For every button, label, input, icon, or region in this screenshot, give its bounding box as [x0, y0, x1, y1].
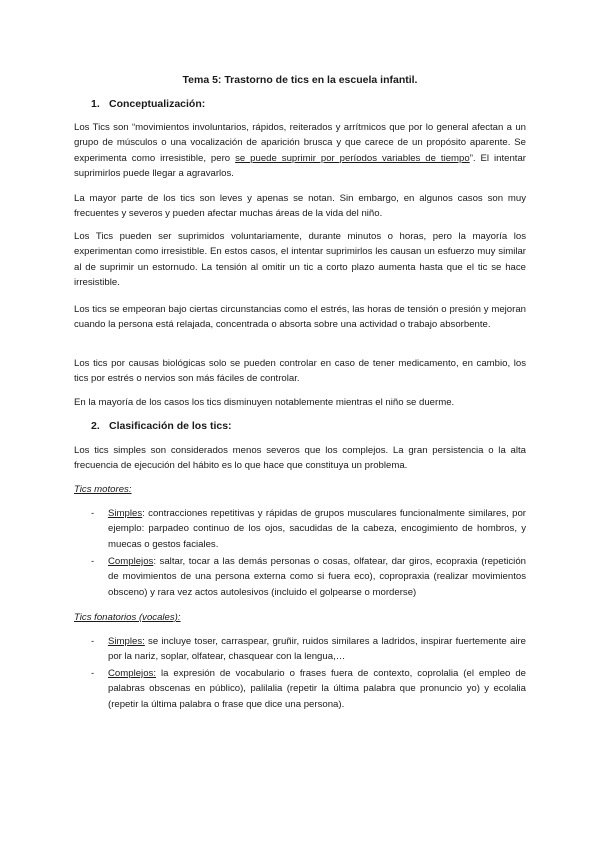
- paragraph-sleep: En la mayoría de los casos los tics disminuyen notablemente mientras el niño se duerme.: [74, 397, 455, 408]
- bullet-dash: -: [91, 556, 95, 567]
- list-item-vocal-complex: [91, 666, 526, 712]
- paragraph-control: Los tics por causas biológicas solo se pueden controlar en caso de tener medicamento, en cambio, los tics por estrés o nervios son más fáciles de controlar.: [74, 358, 526, 385]
- paragraph-severity: La mayor parte de los tics son leves y apenas se notan. Sin embargo, en algunos casos son muy frecuentes y severos y pueden afectar muchas áreas de la vida del niño.: [74, 193, 526, 220]
- section-1-number: 1.: [91, 98, 100, 110]
- paragraph-definition-end: ”. El intentar suprimirlos puede llegar a agravarlos.: [74, 152, 526, 179]
- paragraph-definition: [74, 120, 526, 181]
- section-2-number: 2.: [91, 420, 100, 432]
- vocal-tics-heading: Tics fonatorios (vocales):: [74, 612, 181, 623]
- motor-complex-label: Complejos: [108, 556, 154, 567]
- section-2-title: Clasificación de los tics:: [109, 420, 232, 432]
- list-item-motor-simple: [91, 506, 526, 552]
- vocal-simple-text: se incluye toser, carraspear, gruñir, ruidos similares a ladridos, inspirar fuertemente aire por la nariz, soplar, olfatear, chasquear con la lengua,…: [108, 636, 526, 663]
- document-title: Tema 5: Trastorno de tics en la escuela infantil.: [182, 74, 418, 86]
- section-2-heading: [91, 420, 232, 432]
- paragraph-definition-start: Los Tics son “movimientos involuntarios, rápidos, reiterados y arrítmicos que por lo general afectan a un grupo de músculos o una vocalización de aparición brusca y que carece de un propósito aparente. Se experimenta como irresistible, pero: [74, 122, 526, 164]
- bullet-dash: -: [91, 636, 95, 647]
- paragraph-classification: Los tics simples son considerados menos severos que los complejos. La gran persistencia o la alta frecuencia de ejecución del hábito es lo que hace que constituya un problema.: [74, 445, 526, 472]
- bullet-dash: -: [91, 668, 95, 679]
- motor-complex-text: : saltar, tocar a las demás personas o cosas, olfatear, dar giros, ecopraxia (repetición de movimientos de una persona externa como si fuera eco), copropraxia (realizar movimientos obsceno) y rara vez actos autolesivos (incluido el golpearse o morderse): [108, 556, 526, 598]
- motor-tics-heading: Tics motores:: [74, 484, 132, 495]
- paragraph-suppression: Los Tics pueden ser suprimidos voluntariamente, durante minutos o horas, pero la mayoría los experimentan como irresistible. En estos casos, el intentar suprimirlos les causan un esfuerzo muy similar al de suprimir un estornudo. La tensión al omitir un tic a corto plazo aumenta hasta que el tic se hace irresistible.: [74, 231, 526, 288]
- paragraph-circumstances: Los tics se empeoran bajo ciertas circunstancias como el estrés, las horas de tensión o presión y mejoran cuando la persona está relajada, concentrada o absorta sobre una actividad o trabajo absorbente.: [74, 304, 526, 331]
- list-item-motor-complex: [91, 554, 526, 600]
- bullet-dash: -: [91, 508, 95, 519]
- vocal-complex-label: Complejos:: [108, 668, 156, 679]
- list-item-vocal-simple: [91, 634, 526, 665]
- motor-simple-text: : contracciones repetitivas y rápidas de grupos musculares funcionalmente similares, por ejemplo: parpadeo continuo de los ojos, sacudidas de la cabeza, encogimiento de hombros, y muecas o gestos faciales.: [108, 508, 526, 550]
- paragraph-definition-underlined: se puede suprimir por períodos variables de tiempo: [235, 152, 470, 164]
- vocal-complex-text: la expresión de vocabulario o frases fuera de contexto, coprolalia (el empleo de palabras obscenas en público), palilalia (repetir la última palabra que pronuncio yo) y ecolalia (repetir la última palabra o frase que dice una persona).: [108, 668, 526, 710]
- vocal-simple-label: Simples:: [108, 636, 145, 647]
- section-1-title: Conceptualización:: [109, 98, 206, 110]
- section-1-heading: [91, 98, 205, 110]
- motor-simple-label: Simples: [108, 508, 143, 519]
